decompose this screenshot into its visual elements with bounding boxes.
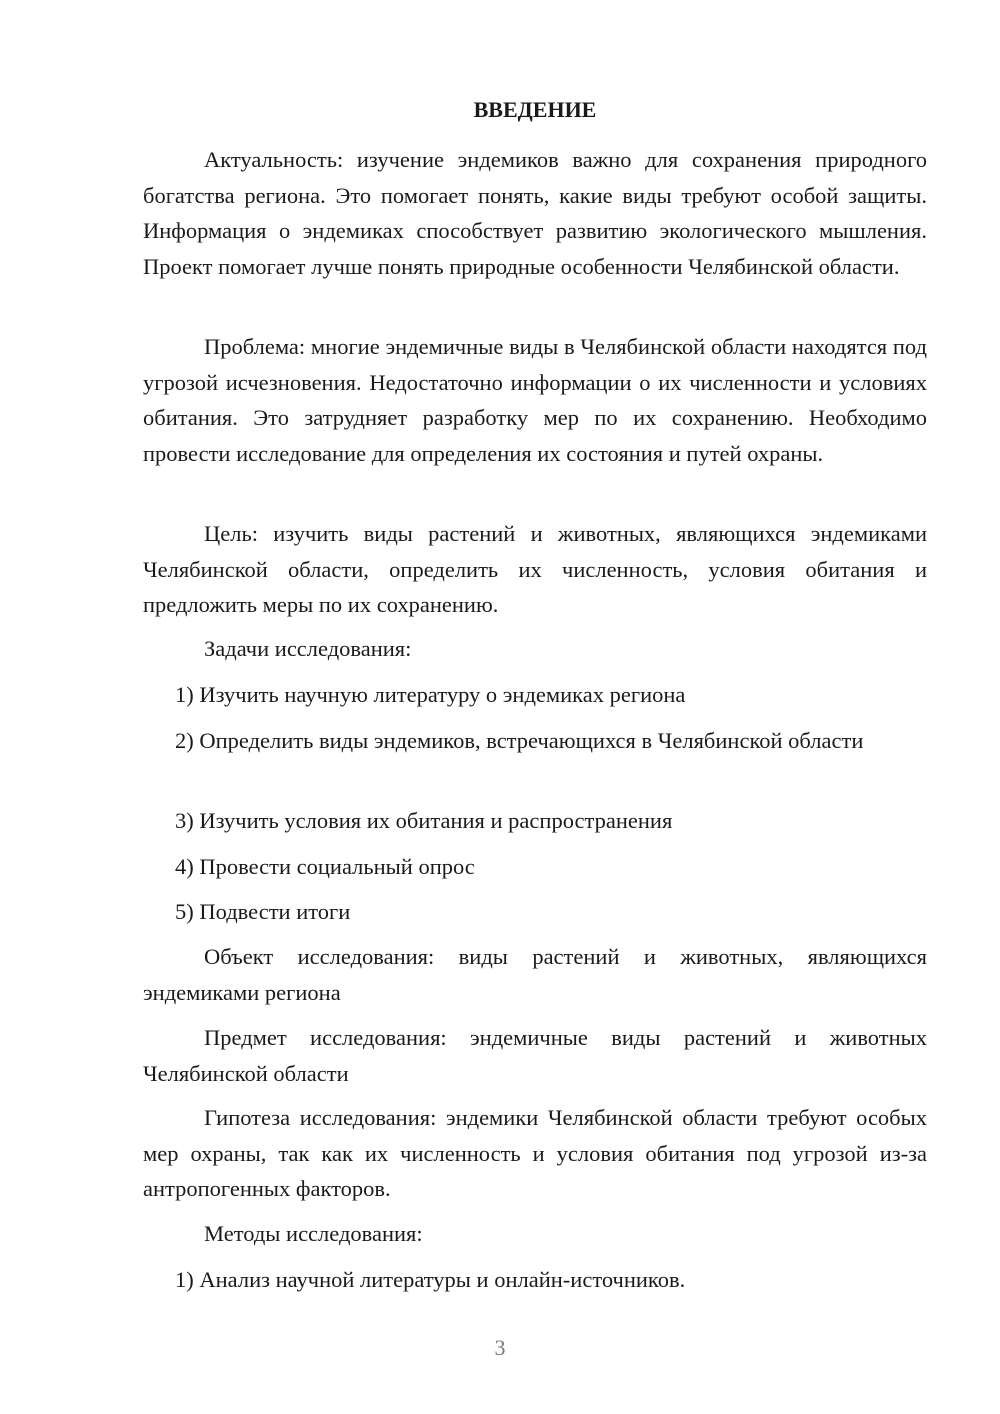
hypothesis-paragraph: Гипотеза исследования: эндемики Челябинской области требуют особых мер охраны, так как их численность и условия обитания под угрозой из-за антропогенных факторов. — [143, 1105, 927, 1201]
task-item: 1) Изучить научную литературу о эндемиках региона — [175, 682, 686, 707]
task-item: 2) Определить виды эндемиков, встречающихся в Челябинской области — [175, 728, 864, 753]
method-item: 1) Анализ научной литературы и онлайн-источников. — [175, 1267, 686, 1292]
goal-paragraph: Цель: изучить виды растений и животных, являющихся эндемиками Челябинской области, определить их численность, условия обитания и предложить меры по их сохранению. — [143, 521, 927, 617]
task-item: 5) Подвести итоги — [175, 899, 351, 924]
problem-paragraph: Проблема: многие эндемичные виды в Челябинской области находятся под угрозой исчезновения. Недостаточно информации о их численности и условиях обитания. Это затрудняет разработку мер по их сохранению. Необходимо провести исследование для определения их состояния и путей охраны. — [143, 334, 927, 466]
subject-paragraph: Предмет исследования: эндемичные виды растений и животных Челябинской области — [143, 1025, 927, 1086]
object-paragraph: Объект исследования: виды растений и животных, являющихся эндемиками региона — [143, 944, 927, 1005]
methods-heading: Методы исследования: — [204, 1221, 423, 1246]
relevance-paragraph: Актуальность: изучение эндемиков важно для сохранения природного богатства региона. Это помогает понять, какие виды требуют особой защиты. Информация о эндемиках способствует развитию экологического мышления. Проект помогает лучше понять природные особенности Челябинской области. — [143, 147, 927, 279]
task-item: 3) Изучить условия их обитания и распространения — [175, 808, 673, 833]
page-number: 3 — [494, 1335, 506, 1360]
task-item: 4) Провести социальный опрос — [175, 854, 475, 879]
tasks-heading: Задачи исследования: — [204, 636, 412, 661]
page-title: ВВЕДЕНИЕ — [473, 97, 597, 122]
